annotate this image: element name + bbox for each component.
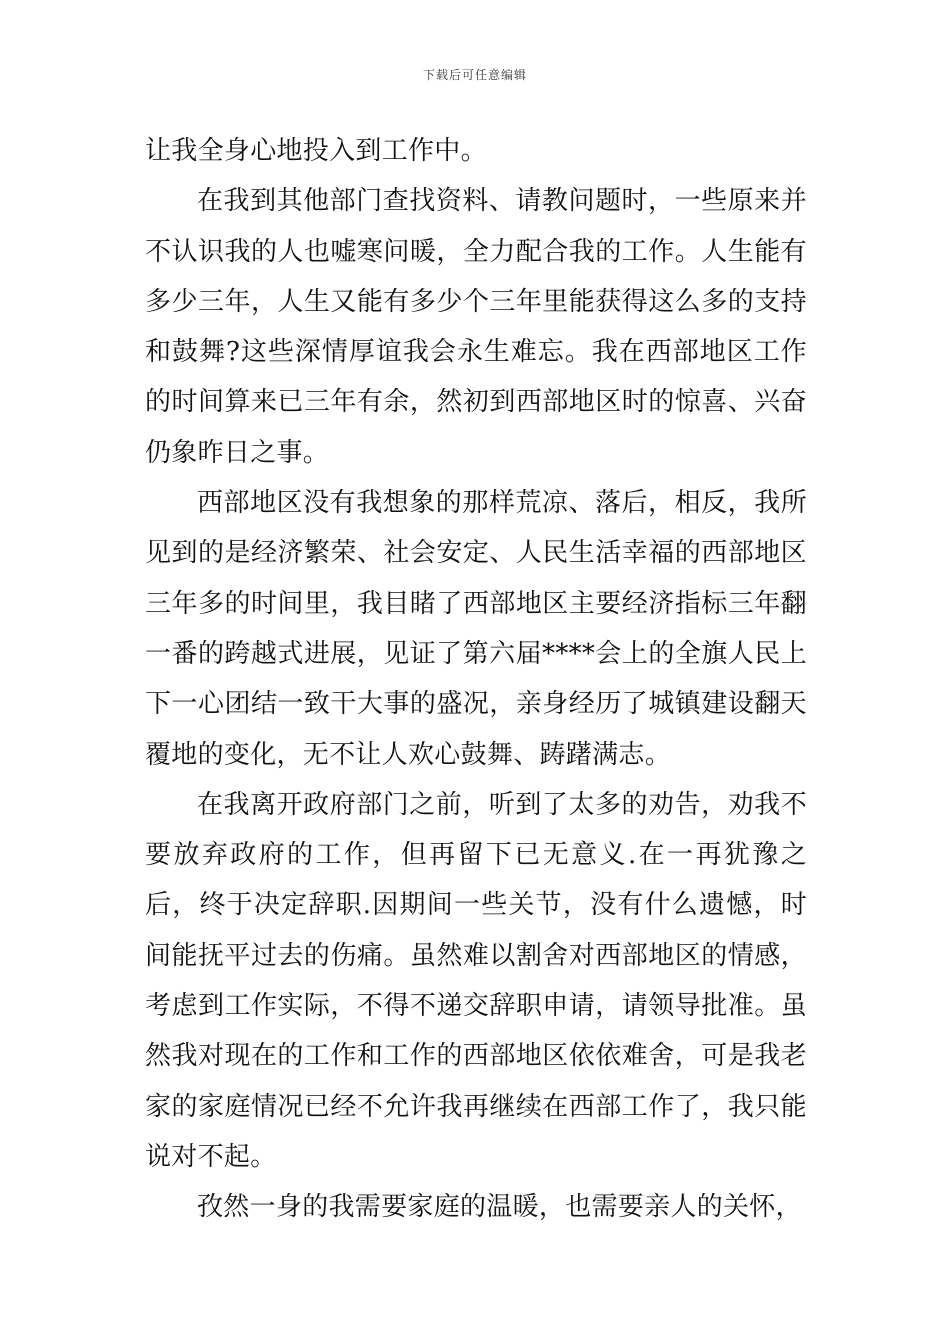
paragraph-1: 让我全身心地投入到工作中。 <box>145 136 487 166</box>
paragraph-3: 西部地区没有我想象的那样荒凉、落后，相反，我所见到的是经济繁荣、社会安定、人民生活幸福的西部地区三年多的时间里，我目睹了西部地区主要经济指标三年翻一番的跨越式进展，见证了第六届****会上的全旗人民上下一心团结一致干大事的盛况，亲身经历了城镇建设翻天覆地的变化，无不让人欢心鼓舞、踌躇满志。 <box>145 488 807 770</box>
paragraph-5: 孜然一身的我需要家庭的温暖，也需要亲人的关怀， <box>197 1192 802 1223</box>
body-text <box>145 126 807 1233</box>
paragraph-2: 在我到其他部门查找资料、请教问题时，一些原来并不认识我的人也嘘寒问暖，全力配合我的工作。人生能有多少三年，人生又能有多少个三年里能获得这么多的支持和鼓舞?这些深情厚谊我会永生难忘。我在西部地区工作的时间算来已三年有余，然初到西部地区时的惊喜、兴奋仍象昨日之事。 <box>145 186 807 468</box>
paragraph-4: 在我离开政府部门之前，听到了太多的劝告，劝我不要放弃政府的工作，但再留下已无意义.在一再犹豫之后，终于决定辞职.因期间一些关节，没有什么遗憾，时间能抚平过去的伤痛。虽然难以割舍对西部地区的情感，考虑到工作实际，不得不递交辞职申请，请领导批准。虽然我对现在的工作和工作的西部地区依依难舍，可是我老家的家庭情况已经不允许我再继续在西部工作了，我只能说对不起。 <box>145 789 807 1172</box>
header-note: 下载后可任意编辑 <box>422 68 527 82</box>
